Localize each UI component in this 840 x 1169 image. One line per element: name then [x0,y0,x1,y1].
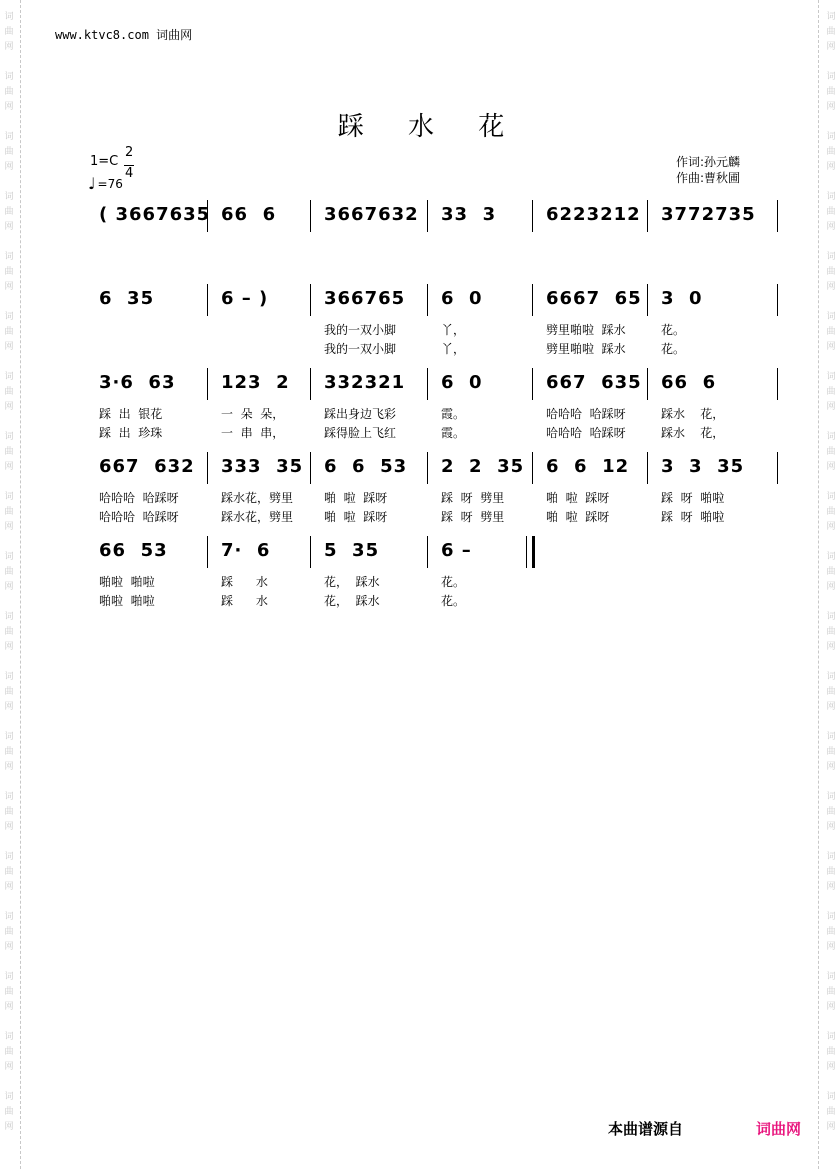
lyric-verse-1: 花， 踩水 [324,575,380,589]
lyric-verse-1: 丫， [441,323,466,337]
barline [310,368,311,400]
watermark-text: 词 曲 网 [4,372,14,412]
barline [532,452,533,484]
lyric-verse-2: 踩 呀 啪啦 [661,510,725,524]
lyric-verse-2: 一 串 串， [221,426,285,440]
lyric-verse-2: 踩水 花， [661,426,725,440]
lyric-verse-1: 啪 啦 踩呀 [324,491,388,505]
measure-notes: 123 2 [221,372,290,393]
watermark-text: 词 曲 网 [4,492,14,532]
watermark-text: 词 曲 网 [826,612,836,652]
barline [207,536,208,568]
barline [427,200,428,232]
watermark-text: 词 曲 网 [4,132,14,172]
lyric-verse-1: 花。 [661,323,686,337]
lyric-verse-1: 一 朵 朵， [221,407,285,421]
lyric-verse-1: 啪 啦 踩呀 [546,491,610,505]
lyric-verse-2: 踩 呀 劈里 [441,510,505,524]
lyric-verse-1: 踩 呀 劈里 [441,491,505,505]
lyric-verse-2: 劈里啪啦 踩水 [546,342,626,356]
watermark-text: 词 曲 网 [826,732,836,772]
watermark-text: 词 曲 网 [4,12,14,52]
barline [777,200,778,232]
lyric-verse-1: 踩水花，劈里 [221,491,294,505]
barline [207,452,208,484]
score-line [85,200,785,280]
watermark-text: 词 曲 网 [4,552,14,592]
barline [647,452,648,484]
barline [310,452,311,484]
measure-notes: 667 635 [546,372,642,393]
watermark-text: 词 曲 网 [826,132,836,172]
watermark-text: 词 曲 网 [4,252,14,292]
lyric-verse-2: 啪 啦 踩呀 [324,510,388,524]
barline [777,368,778,400]
barline [532,200,533,232]
lyric-verse-1: 劈里啪啦 踩水 [546,323,626,337]
watermark-text: 词 曲 网 [826,912,836,952]
watermark-text: 词 曲 网 [4,852,14,892]
barline [427,368,428,400]
measure-notes: 3·6 63 [99,372,176,393]
measure-notes: 6 0 [441,372,483,393]
watermark-text: 词 曲 网 [826,72,836,112]
song-title: 踩 水 花 [337,112,523,142]
watermark-text: 词 曲 网 [826,852,836,892]
watermark-text: 词 曲 网 [826,372,836,412]
final-barline [526,536,535,568]
lyric-verse-1: 花。 [441,575,466,589]
barline [532,284,533,316]
score-line [85,368,785,448]
measure-notes: 6223212 [546,204,641,225]
watermark-text: 词 曲 网 [4,432,14,472]
watermark-text: 词 曲 网 [4,72,14,112]
measure-notes: 366765 [324,288,406,309]
tempo-value: =76 [97,176,123,191]
watermark-text: 词 曲 网 [826,432,836,472]
lyric-verse-1: 踩水 花， [661,407,725,421]
lyric-verse-2: 啪啦 啪啦 [99,594,155,608]
score-line [85,452,785,532]
barline [207,284,208,316]
watermark-text: 词 曲 网 [826,792,836,832]
watermark-text: 词 曲 网 [4,792,14,832]
measure-notes: 6 6 53 [324,456,408,477]
lyric-verse-2: 踩水花，劈里 [221,510,294,524]
barline [647,368,648,400]
watermark-text: 词 曲 网 [4,972,14,1012]
watermark-text: 词 曲 网 [4,1092,14,1132]
watermark-text: 词 曲 网 [826,552,836,592]
lyric-verse-2: 哈哈哈 哈踩呀 [99,510,179,524]
left-border [20,0,21,1169]
barline [427,284,428,316]
watermark-text: 词 曲 网 [826,192,836,232]
measure-notes: 333 35 [221,456,304,477]
measure-notes: 6667 65 [546,288,642,309]
watermark-text: 词 曲 网 [826,312,836,352]
measure-notes: 33 3 [441,204,497,225]
watermark-text: 词 曲 网 [4,1032,14,1072]
lyric-verse-2: 花。 [441,594,466,608]
measure-notes: 66 6 [661,372,717,393]
barline [310,200,311,232]
watermark-text: 词 曲 网 [4,612,14,652]
watermark-text: 词 曲 网 [4,912,14,952]
composer: 作曲:曹秋圃 [676,171,741,185]
footer-site-link[interactable]: 词曲网 [756,1120,802,1138]
lyric-verse-2: 花。 [661,342,686,356]
right-border [818,0,819,1169]
barline [777,284,778,316]
lyric-verse-1: 霞。 [441,407,466,421]
measure-notes: 6 6 12 [546,456,630,477]
watermark-text: 词 曲 网 [4,672,14,712]
measure-notes: 6 – ) [221,288,269,309]
lyric-verse-1: 哈哈哈 哈踩呀 [99,491,179,505]
lyric-verse-2: 霞。 [441,426,466,440]
watermark-text: 词 曲 网 [826,492,836,532]
measure-notes: 3667632 [324,204,419,225]
watermark-text: 词 曲 网 [826,12,836,52]
measure-notes: 2 2 35 [441,456,525,477]
barline [647,200,648,232]
lyric-verse-1: 踩 出 银花 [99,407,163,421]
time-signature-top: 2 [125,145,134,160]
lyric-verse-2: 花， 踩水 [324,594,380,608]
lyric-verse-1: 我的一双小脚 [324,323,397,337]
lyric-verse-2: 踩得脸上飞红 [324,426,397,440]
site-url[interactable]: www.ktvc8.com 词曲网 [55,28,193,42]
measure-notes: 3 3 35 [661,456,745,477]
watermark-text: 词 曲 网 [4,192,14,232]
lyric-verse-2: 踩 出 珍珠 [99,426,163,440]
barline [310,536,311,568]
measure-notes: 5 35 [324,540,380,561]
quarter-note-icon: ♩ [88,174,96,193]
watermark-text: 词 曲 网 [4,732,14,772]
time-signature-bottom: 4 [125,166,134,181]
lyric-verse-1: 踩 水 [221,575,268,589]
measure-notes: 3772735 [661,204,756,225]
lyric-verse-2: 踩 水 [221,594,268,608]
barline [427,452,428,484]
watermark-text: 词 曲 网 [826,672,836,712]
measure-notes: 6 0 [441,288,483,309]
watermark-text: 词 曲 网 [826,1032,836,1072]
lyric-verse-1: 哈哈哈 哈踩呀 [546,407,626,421]
barline [647,284,648,316]
measure-notes: 667 632 [99,456,195,477]
barline [310,284,311,316]
lyric-verse-1: 踩出身边飞彩 [324,407,397,421]
score-line [85,536,785,616]
barline [532,368,533,400]
tempo-marking [88,174,123,193]
watermark-text: 词 曲 网 [4,312,14,352]
key-signature: 1=C [90,154,119,169]
measure-notes: 66 53 [99,540,168,561]
measure-notes: ( 3667635 [99,204,211,225]
measure-notes: 3 0 [661,288,703,309]
measure-notes: 6 – [441,540,472,561]
lyric-verse-2: 丫， [441,342,466,356]
lyric-verse-1: 啪啦 啪啦 [99,575,155,589]
barline [427,536,428,568]
measure-notes: 7· 6 [221,540,271,561]
measure-notes: 6 35 [99,288,155,309]
footer-source: 本曲谱源自 [608,1120,684,1138]
score-line [85,284,785,364]
barline [207,368,208,400]
watermark-text: 词 曲 网 [826,252,836,292]
measure-notes: 66 6 [221,204,277,225]
watermark-text: 词 曲 网 [826,972,836,1012]
watermark-text: 词 曲 网 [826,1092,836,1132]
measure-notes: 332321 [324,372,406,393]
lyric-verse-1: 踩 呀 啪啦 [661,491,725,505]
lyric-verse-2: 啪 啦 踩呀 [546,510,610,524]
lyricist: 作词:孙元麟 [676,155,741,169]
barline [777,452,778,484]
lyric-verse-2: 哈哈哈 哈踩呀 [546,426,626,440]
lyric-verse-2: 我的一双小脚 [324,342,397,356]
